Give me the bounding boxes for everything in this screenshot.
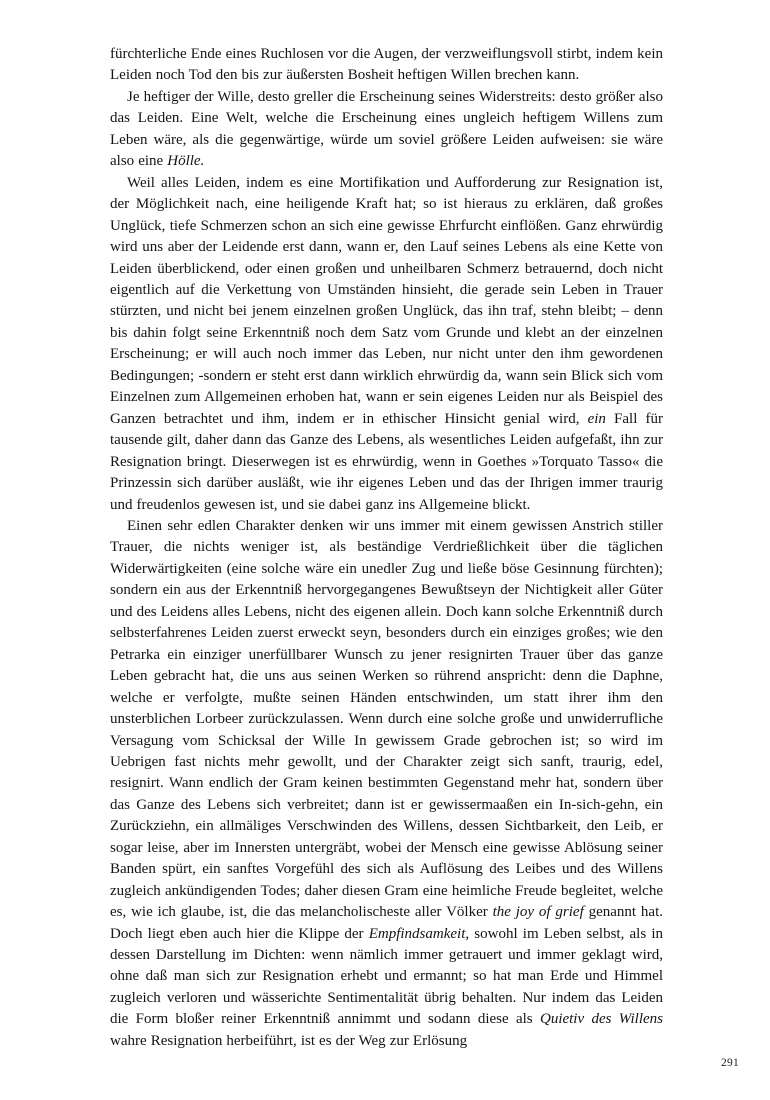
italic-text-segment: Empfindsamkeit xyxy=(368,925,466,942)
paragraph xyxy=(110,44,663,87)
paragraph xyxy=(110,87,663,173)
text-segment: Einen sehr edlen Charakter denken wir uns immer mit einem gewissen Anstrich stiller Trauer, die nichts weniger ist, als beständige Verdrießlichkeit über die täglichen Widerwärtigkeiten (eine solche wäre ein unedler Zug und ließe böse Gesinnung fürchten); sondern ein aus der Erkenntniß hervorgegangenes Bewußtseyn der Nichtigkeit aller Güter und des Leidens alles Lebens, nicht des eigenen allein. Doch kann solche Erkenntniß durch selbsterfahrenes Leiden zuerst erweckt seyn, besonders durch ein einziges großes; wie den Petrarka ein einziger unerfüllbarer Wunsch zu jener resignirten Trauer über das ganze Leben gebracht hat, die uns aus seinen Werken so rührend anspricht: denn die Daphne, welche er verfolgte, mußte seinen Händen entschwinden, um statt ihrer ihm den unsterblichen Lorbeer zurückzulassen. Wenn durch eine solche große und unwiderrufliche Versagung vom Schicksal der Wille In gewissem Grade gebrochen ist; so wird im Uebrigen fast nichts mehr gewollt, und der Charakter zeigt sich sanft, traurig, edel, resignirt. Wann endlich der Gram keinen bestimmten Gegenstand mehr hat, sondern über das Ganze des Lebens sich verbreitet; dann ist er gewissermaaßen ein In-sich-gehn, ein Zurückziehn, ein allmäliges Verschwinden des Willens, dessen Sichtbarkeit, den Leib, er sogar leise, aber im Innersten untergräbt, wobei der Mensch eine gewisse Ablösung seiner Banden spürt, ein sanftes Vorgefühl des sich als Auflösung des Leibes und des Willens zugleich ankündigenden Todes; daher diesen Gram eine heimliche Freude begleitet, welche es, wie ich glaube, ist, die das melancholischeste aller Völker xyxy=(110,517,663,921)
text-segment: , sowohl im Leben selbst, als in dessen Darstellung im Dichten: wenn nämlich immer getrauert und immer geklagt wird, ohne daß man sich zur Resignation erhebt und ermannt; so hat man Erde und Himmel zugleich verloren und wässerichte Sentimentalität übrig behalten. Nur indem das Leiden die Form bloßer reiner Erkenntniß annimmt und sodann diese als xyxy=(110,925,663,1028)
text-segment: wahre Resignation herbeiführt, ist es der Weg zur Erlösung xyxy=(110,1032,468,1049)
italic-text-segment: Hölle. xyxy=(167,153,205,170)
paragraph xyxy=(110,173,663,516)
text-segment: genannt hat. Doch liegt eben auch hier die Klippe der xyxy=(110,904,663,942)
paragraph xyxy=(110,516,663,1052)
text-segment: fürchterliche Ende eines Ruchlosen vor die Augen, der verzweiflungsvoll stirbt, indem kein Leiden noch Tod den bis zur äußersten Bosheit heftigen Willen brechen kann. xyxy=(110,46,663,84)
text-segment: Weil alles Leiden, indem es eine Mortifikation und Aufforderung zur Resignation ist, der Möglichkeit nach, eine heiligende Kraft hat; so ist hieraus zu erklären, daß großes Unglück, tiefe Schmerzen schon an sich eine gewisse Ehrfurcht einflößen. Ganz ehrwürdig wird uns aber der Leidende erst dann, wann er, den Lauf seines Lebens als eine Kette von Leiden überblickend, oder einen großen und unheilbaren Schmerz betrauernd, doch nicht eigentlich auf die Verkettung von Umständen hinsieht, die gerade sein Leben in Trauer stürzten, und nicht bei jenem einzelnen großen Unglück, das ihn traf, stehn bleibt; – denn bis dahin folgt seine Erkenntniß noch dem Satz vom Grunde und klebt an der einzelnen Erscheinung; er will auch noch immer das Leben, nur nicht unter den ihm gewordenen Bedingungen; -sondern er steht erst dann wirklich ehrwürdig da, wann sein Blick sich vom Einzelnen zum Allgemeinen erhoben hat, wann er sein eigenes Leiden nur als Beispiel des Ganzen betrachtet und ihm, indem er in ethischer Hinsicht genial wird, xyxy=(110,174,663,427)
text-segment: Fall für tausende gilt, daher dann das Ganze des Lebens, als wesentliches Leiden aufgefaßt, ihn zur Resignation bringt. Dieserwegen ist es ehrwürdig, wenn in Goethes »Torquato Tasso« die Prinzessin sich darüber ausläßt, wie ihr eigenes Leben und das der Ihrigen immer traurig und freudenlos gewesen ist, und sie dabei ganz ins Allgemeine blickt. xyxy=(110,410,663,513)
page-number: 291 xyxy=(721,1057,739,1069)
text-block xyxy=(110,44,663,1052)
italic-text-segment: Quietiv des Willens xyxy=(539,1011,663,1028)
text-segment: Je heftiger der Wille, desto greller die Erscheinung seines Widerstreits: desto größer also das Leiden. Eine Welt, welche die Erscheinung eines ungleich heftigem Willens zum Leben wäre, als die gegenwärtige, würde um soviel größere Leiden aufweisen: sie wäre also eine xyxy=(110,88,663,170)
italic-text-segment: the joy of grief xyxy=(492,904,584,921)
italic-text-segment: ein xyxy=(587,410,606,427)
